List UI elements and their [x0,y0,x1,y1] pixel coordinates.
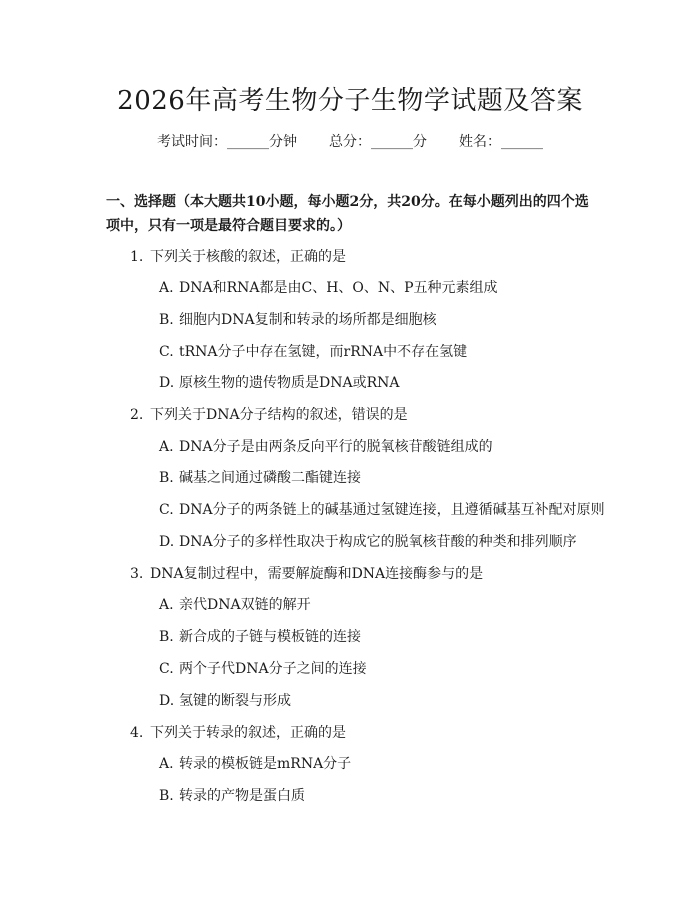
total-score-unit: 分 [413,134,427,150]
option-letter: C. [159,344,174,360]
option-letter: C. [159,661,174,677]
option-text: 原核生物的遗传物质是DNA或RNA [179,375,400,391]
option [159,467,361,487]
option-text: 转录的模板链是mRNA分子 [179,756,352,772]
option [159,372,400,392]
option [159,436,493,456]
option-letter: D. [159,534,175,550]
question-number: 2. [130,407,144,423]
question [130,404,408,424]
option-text: DNA分子的多样性取决于构成它的脱氧核苷酸的种类和排列顺序 [179,534,577,550]
option-letter: A. [159,756,174,772]
question-text: 下列关于核酸的叙述，正确的是 [150,249,346,265]
exam-time-label: 考试时间： [157,134,227,150]
exam-meta-line [0,131,700,151]
option-text: DNA分子是由两条反向平行的脱氧核苷酸链组成的 [179,439,493,455]
page-title: 2026年高考生物分子生物学试题及答案 [117,86,583,116]
option-text: 细胞内DNA复制和转录的场所都是细胞核 [179,312,437,328]
option [159,341,467,361]
option [159,690,291,710]
question-number: 3. [130,566,144,582]
exam-time-unit: 分钟 [269,134,297,150]
option [159,658,367,678]
option-text: 新合成的子链与模板链的连接 [179,629,361,645]
question [130,722,346,742]
option-text: tRNA分子中存在氢键，而rRNA中不存在氢键 [179,344,468,360]
option [159,785,305,805]
option-text: 转录的产物是蛋白质 [179,788,305,804]
option-text: 碱基之间通过磷酸二酯键连接 [179,470,361,486]
option-letter: D. [159,693,175,709]
question [130,563,483,583]
option [159,594,311,614]
option-text: 亲代DNA双链的解开 [179,597,311,613]
option-letter: B. [159,629,174,645]
option [159,277,498,297]
question-number: 1. [130,249,144,265]
option-letter: B. [159,788,174,804]
total-score-label: 总分： [329,134,371,150]
option [159,753,351,773]
question-text: 下列关于DNA分子结构的叙述，错误的是 [150,407,408,423]
option-letter: B. [159,312,174,328]
option-text: DNA和RNA都是由C、H、O、N、P五种元素组成 [179,280,498,296]
name-blank: ______ [501,134,543,150]
option-text: 两个子代DNA分子之间的连接 [179,661,367,677]
option-letter: C. [159,502,174,518]
option-letter: B. [159,470,174,486]
section-heading: 一、选择题（本大题共10小题，每小题2分，共20分。在每小题列出的四个选项中，只有一项是最符合题目要求的。） [106,194,589,234]
option-text: DNA分子的两条链上的碱基通过氢键连接，且遵循碱基互补配对原则 [179,502,605,518]
option-letter: A. [159,597,174,613]
question-number: 4. [130,725,144,741]
option-letter: A. [159,280,174,296]
question [130,246,346,266]
exam-time-blank: ______ [227,134,269,150]
option [159,626,361,646]
option [159,531,577,551]
option [159,499,605,519]
option [159,309,437,329]
option-text: 氢键的断裂与形成 [179,693,291,709]
total-score-blank: ______ [371,134,413,150]
question-text: 下列关于转录的叙述，正确的是 [150,725,346,741]
question-text: DNA复制过程中，需要解旋酶和DNA连接酶参与的是 [150,566,484,582]
option-letter: D. [159,375,175,391]
name-label: 姓名： [459,134,501,150]
option-letter: A. [159,439,174,455]
